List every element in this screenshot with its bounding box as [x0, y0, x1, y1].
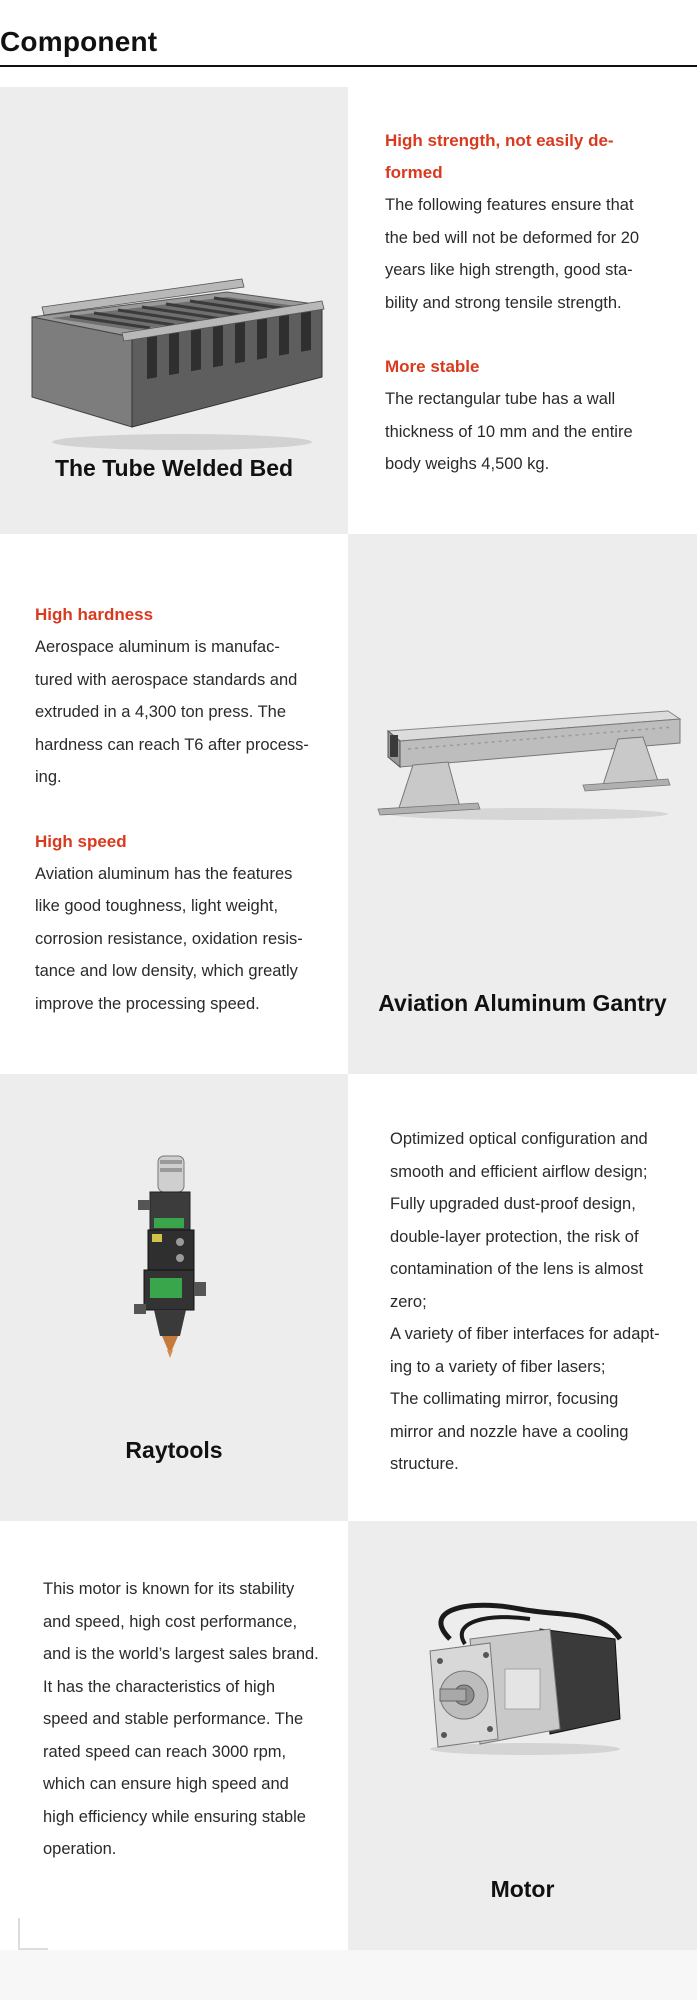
feature-text-line: thickness of 10 mm and the entire [385, 422, 633, 441]
component-description [390, 1123, 690, 1481]
page-bottom-area [0, 1950, 697, 2000]
section-gantry-image-panel [348, 534, 697, 1074]
feature-text-line: corrosion resistance, oxidation resis- [35, 929, 303, 948]
description-line: The collimating mirror, focusing [390, 1390, 619, 1408]
description-line: This motor is known for its stability [43, 1580, 295, 1598]
feature-heading [35, 599, 335, 631]
feature-text-line: tured with aerospace standards and [35, 670, 298, 689]
feature-heading-line: High hardness [35, 605, 154, 624]
feature-text-line: years like high strength, good sta- [385, 261, 633, 279]
feature-list [35, 599, 335, 1020]
description-line: contamination of the lens is almost [390, 1260, 644, 1278]
description-line: and speed, high cost performance, [43, 1612, 298, 1631]
feature-description [385, 189, 685, 319]
section-raytools-text-panel [348, 1074, 697, 1521]
description-line: double-layer protection, the risk of [390, 1227, 639, 1246]
feature-heading-line: High speed [35, 831, 127, 851]
feature-heading [385, 351, 685, 383]
description-line: structure. [390, 1455, 459, 1473]
page-title: Component [0, 26, 158, 57]
product-name: Raytools [125, 1437, 223, 1463]
feature-text-line: Aviation aluminum has the features [35, 864, 293, 883]
feature-text-line: The rectangular tube has a wall [385, 390, 616, 408]
description-line: It has the characteristics of high [43, 1677, 276, 1696]
servo-motor-illustration-icon [410, 1599, 640, 1759]
description-line: high efficiency while ensuring stable [43, 1807, 306, 1826]
section-gantry-text-panel [0, 534, 348, 1074]
description-line: A variety of fiber interfaces for adapt- [390, 1325, 660, 1343]
feature-text-line: The following features ensure that [385, 196, 634, 214]
description-line: ing to a variety of fiber lasers; [390, 1357, 606, 1376]
feature-heading [385, 125, 685, 189]
feature-text-line: Aerospace aluminum is manufac- [35, 638, 280, 656]
section-motor-image-panel [348, 1521, 697, 1950]
description-line: speed and stable performance. The [43, 1710, 304, 1728]
description-line: which can ensure high speed and [43, 1775, 289, 1793]
section-welded-bed-text-panel [348, 87, 697, 534]
feature-text-line: ing. [35, 768, 62, 786]
product-name: The Tube Welded Bed [54, 455, 294, 481]
feature-description [35, 631, 335, 794]
description-line: zero; [390, 1292, 427, 1311]
feature-description [35, 858, 335, 1021]
feature-text-line: like good toughness, light weight, [35, 897, 279, 915]
section-raytools-image-panel [0, 1074, 348, 1521]
feature-text-line: bility and strong tensile strength. [385, 293, 622, 312]
description-line: smooth and efficient airflow design; [390, 1162, 648, 1181]
feature-heading-line: More stable [385, 357, 480, 376]
description-line: mirror and nozzle have a cooling [390, 1422, 629, 1441]
feature-text-line: tance and low density, which greatly [35, 962, 298, 980]
description-line: Optimized optical configuration and [390, 1130, 648, 1148]
product-name: Motor [490, 1876, 555, 1902]
section-welded-bed-image-panel [0, 87, 348, 534]
feature-text-line: improve the processing speed. [35, 994, 260, 1013]
description-line: operation. [43, 1840, 117, 1858]
header-divider [0, 65, 697, 67]
feature-text-line: extruded in a 4,300 ton press. The [35, 703, 287, 721]
page-header [0, 0, 697, 68]
corner-bracket-icon [18, 1918, 48, 1950]
feature-heading [35, 826, 335, 858]
feature-description [385, 383, 685, 481]
feature-text-line: hardness can reach T6 after process- [35, 735, 309, 754]
section-motor-text-panel [0, 1521, 348, 1950]
description-line: Fully upgraded dust-proof design, [390, 1195, 636, 1213]
description-line: and is the world’s largest sales brand. [43, 1645, 319, 1663]
product-name: Aviation Aluminum Gantry [378, 990, 667, 1016]
feature-text-line: body weighs 4,500 kg. [385, 455, 550, 473]
laser-cutting-head-illustration-icon [134, 1154, 214, 1364]
gantry-beam-illustration-icon [368, 709, 688, 829]
feature-heading-line: formed [385, 163, 443, 182]
component-description [43, 1573, 343, 1866]
feature-text-line: the bed will not be deformed for 20 [385, 228, 640, 247]
feature-list [385, 125, 685, 481]
description-line: rated speed can reach 3000 rpm, [43, 1742, 287, 1761]
welded-bed-illustration-icon [22, 197, 327, 457]
feature-heading-line: High strength, not easily de- [385, 131, 614, 150]
